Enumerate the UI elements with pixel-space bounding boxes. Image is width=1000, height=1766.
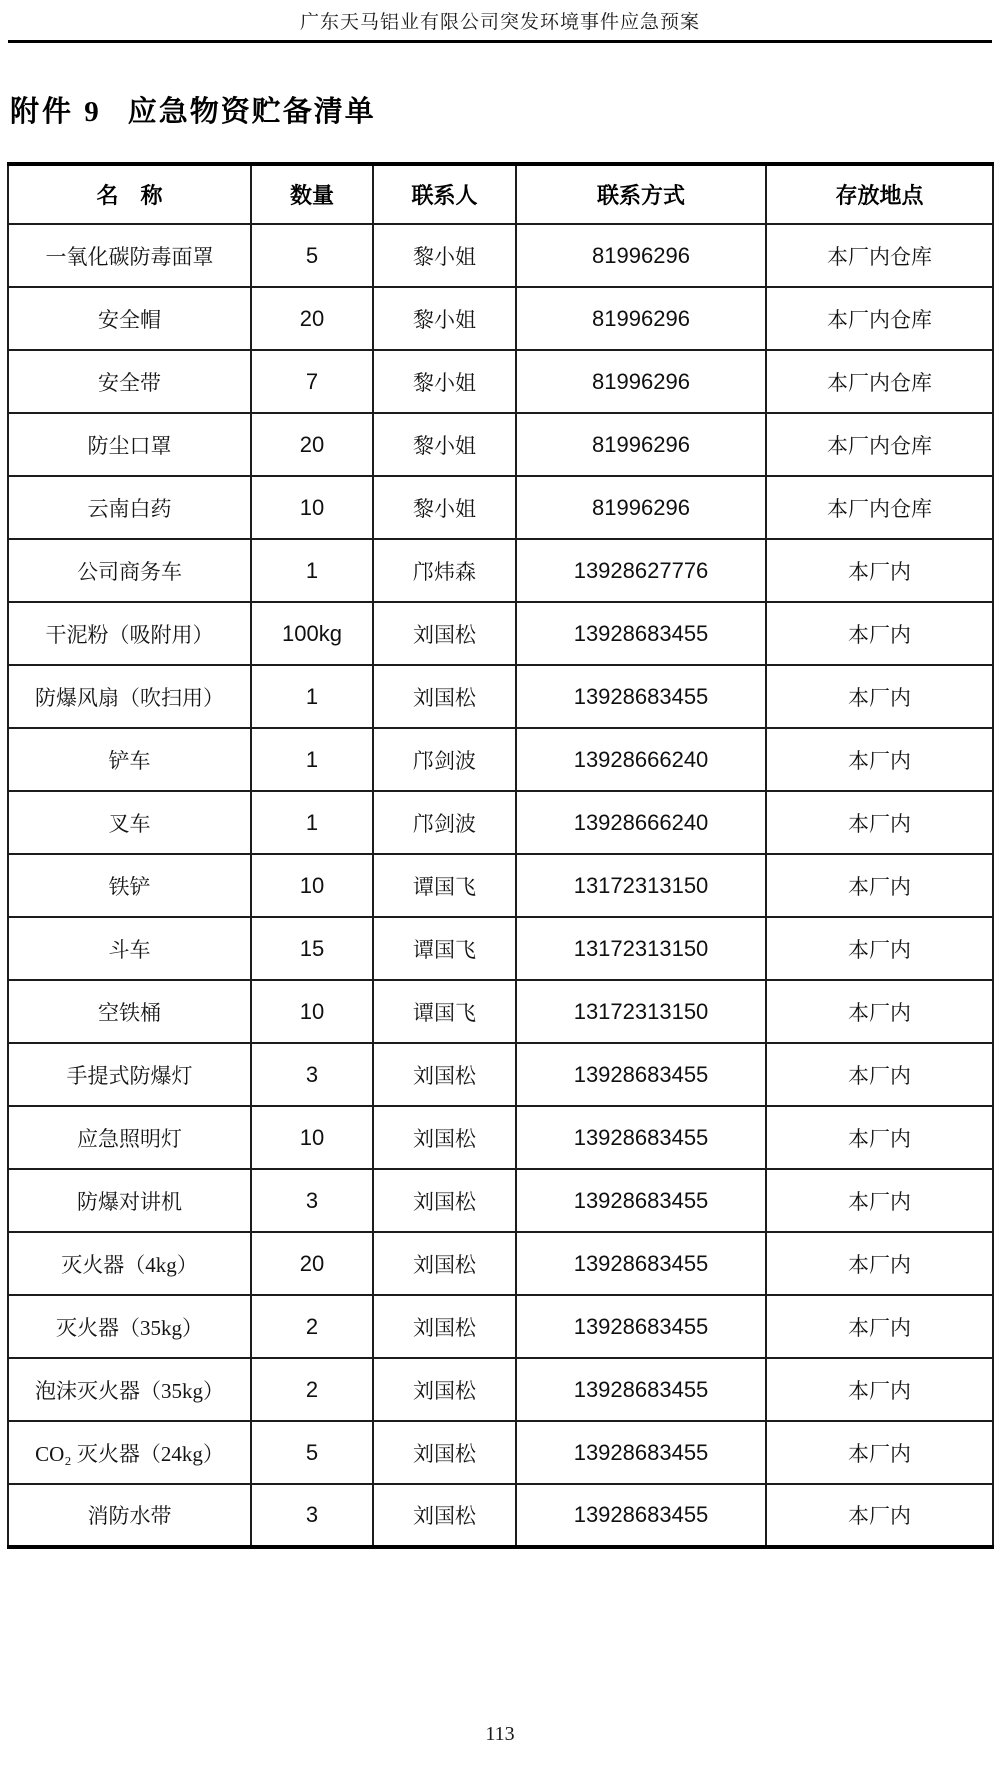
section-title xyxy=(10,89,1000,130)
contact-cell: 谭国飞 xyxy=(373,980,516,1043)
phone-cell: 13928683455 xyxy=(516,1484,766,1547)
col-header-quantity: 数量 xyxy=(251,164,373,224)
table-row xyxy=(8,350,993,413)
location-cell: 本厂内仓库 xyxy=(766,350,993,413)
col-header-location: 存放地点 xyxy=(766,164,993,224)
supplies-table xyxy=(7,162,994,1549)
item-name-cell: 铲车 xyxy=(8,728,251,791)
location-cell: 本厂内 xyxy=(766,665,993,728)
quantity-cell: 10 xyxy=(251,854,373,917)
location-cell: 本厂内 xyxy=(766,980,993,1043)
contact-cell: 刘国松 xyxy=(373,1295,516,1358)
table-row xyxy=(8,602,993,665)
quantity-cell: 15 xyxy=(251,917,373,980)
phone-cell: 81996296 xyxy=(516,350,766,413)
location-cell: 本厂内 xyxy=(766,1106,993,1169)
location-cell: 本厂内 xyxy=(766,1421,993,1484)
quantity-cell: 5 xyxy=(251,1421,373,1484)
quantity-cell: 1 xyxy=(251,791,373,854)
contact-cell: 邝剑波 xyxy=(373,791,516,854)
location-cell: 本厂内仓库 xyxy=(766,224,993,287)
quantity-cell: 20 xyxy=(251,413,373,476)
phone-cell: 13928683455 xyxy=(516,1106,766,1169)
item-name-cell: 消防水带 xyxy=(8,1484,251,1547)
phone-cell: 13928627776 xyxy=(516,539,766,602)
table-row xyxy=(8,917,993,980)
quantity-cell: 10 xyxy=(251,476,373,539)
table-body xyxy=(8,224,993,1547)
table-header-row xyxy=(8,164,993,224)
location-cell: 本厂内 xyxy=(766,1295,993,1358)
table-row xyxy=(8,1484,993,1547)
item-name-cell: 空铁桶 xyxy=(8,980,251,1043)
table-row xyxy=(8,1232,993,1295)
item-name-cell: 应急照明灯 xyxy=(8,1106,251,1169)
phone-cell: 81996296 xyxy=(516,287,766,350)
item-name-cell: 安全帽 xyxy=(8,287,251,350)
item-name-cell: 防爆风扇（吹扫用） xyxy=(8,665,251,728)
item-name-cell: 灭火器（4kg） xyxy=(8,1232,251,1295)
phone-cell: 81996296 xyxy=(516,224,766,287)
phone-cell: 81996296 xyxy=(516,476,766,539)
location-cell: 本厂内 xyxy=(766,1484,993,1547)
phone-cell: 13928683455 xyxy=(516,1421,766,1484)
section-title-text: 应急物资贮备清单 xyxy=(127,96,376,128)
quantity-cell: 20 xyxy=(251,287,373,350)
item-name-cell: 公司商务车 xyxy=(8,539,251,602)
header-rule xyxy=(8,40,992,43)
contact-cell: 黎小姐 xyxy=(373,224,516,287)
table-row xyxy=(8,1421,993,1484)
table-row xyxy=(8,413,993,476)
quantity-cell: 1 xyxy=(251,728,373,791)
item-name-cell: 一氧化碳防毒面罩 xyxy=(8,224,251,287)
quantity-cell: 1 xyxy=(251,539,373,602)
contact-cell: 刘国松 xyxy=(373,665,516,728)
location-cell: 本厂内 xyxy=(766,728,993,791)
contact-cell: 谭国飞 xyxy=(373,917,516,980)
contact-cell: 刘国松 xyxy=(373,1232,516,1295)
contact-cell: 刘国松 xyxy=(373,1421,516,1484)
phone-cell: 13928683455 xyxy=(516,1232,766,1295)
contact-cell: 刘国松 xyxy=(373,1484,516,1547)
quantity-cell: 7 xyxy=(251,350,373,413)
item-name-cell: 斗车 xyxy=(8,917,251,980)
col-header-contact: 联系人 xyxy=(373,164,516,224)
contact-cell: 黎小姐 xyxy=(373,287,516,350)
table-row xyxy=(8,1043,993,1106)
location-cell: 本厂内 xyxy=(766,791,993,854)
location-cell: 本厂内 xyxy=(766,917,993,980)
quantity-cell: 3 xyxy=(251,1169,373,1232)
quantity-cell: 5 xyxy=(251,224,373,287)
location-cell: 本厂内 xyxy=(766,1043,993,1106)
page-number: 113 xyxy=(485,1723,515,1745)
contact-cell: 刘国松 xyxy=(373,602,516,665)
quantity-cell: 20 xyxy=(251,1232,373,1295)
phone-cell: 81996296 xyxy=(516,413,766,476)
location-cell: 本厂内仓库 xyxy=(766,413,993,476)
table-row xyxy=(8,287,993,350)
phone-cell: 13928683455 xyxy=(516,665,766,728)
item-name-cell: 云南白药 xyxy=(8,476,251,539)
col-header-phone: 联系方式 xyxy=(516,164,766,224)
phone-cell: 13172313150 xyxy=(516,917,766,980)
location-cell: 本厂内 xyxy=(766,854,993,917)
table-row xyxy=(8,224,993,287)
quantity-cell: 10 xyxy=(251,1106,373,1169)
location-cell: 本厂内 xyxy=(766,1232,993,1295)
location-cell: 本厂内 xyxy=(766,1358,993,1421)
location-cell: 本厂内 xyxy=(766,602,993,665)
contact-cell: 邝炜森 xyxy=(373,539,516,602)
table-row xyxy=(8,665,993,728)
quantity-cell: 2 xyxy=(251,1295,373,1358)
item-name-cell: CO₂ 灭火器（24kg） xyxy=(8,1421,251,1484)
contact-cell: 邝剑波 xyxy=(373,728,516,791)
location-cell: 本厂内仓库 xyxy=(766,476,993,539)
phone-cell: 13928683455 xyxy=(516,1295,766,1358)
table-row xyxy=(8,1106,993,1169)
table-row xyxy=(8,1358,993,1421)
table-row xyxy=(8,854,993,917)
table-row xyxy=(8,1169,993,1232)
location-cell: 本厂内 xyxy=(766,539,993,602)
quantity-cell: 100kg xyxy=(251,602,373,665)
table-row xyxy=(8,791,993,854)
quantity-cell: 3 xyxy=(251,1484,373,1547)
col-header-name: 名 称 xyxy=(8,164,251,224)
table-row xyxy=(8,476,993,539)
contact-cell: 黎小姐 xyxy=(373,476,516,539)
phone-cell: 13928683455 xyxy=(516,602,766,665)
contact-cell: 刘国松 xyxy=(373,1106,516,1169)
phone-cell: 13928683455 xyxy=(516,1358,766,1421)
quantity-cell: 10 xyxy=(251,980,373,1043)
contact-cell: 谭国飞 xyxy=(373,854,516,917)
contact-cell: 黎小姐 xyxy=(373,350,516,413)
table-row xyxy=(8,539,993,602)
phone-cell: 13172313150 xyxy=(516,854,766,917)
contact-cell: 刘国松 xyxy=(373,1358,516,1421)
item-name-cell: 灭火器（35kg） xyxy=(8,1295,251,1358)
attachment-label: 附件 9 xyxy=(10,96,102,128)
location-cell: 本厂内 xyxy=(766,1169,993,1232)
contact-cell: 刘国松 xyxy=(373,1043,516,1106)
contact-cell: 刘国松 xyxy=(373,1169,516,1232)
item-name-cell: 安全带 xyxy=(8,350,251,413)
item-name-cell: 叉车 xyxy=(8,791,251,854)
phone-cell: 13928666240 xyxy=(516,791,766,854)
quantity-cell: 1 xyxy=(251,665,373,728)
item-name-cell: 手提式防爆灯 xyxy=(8,1043,251,1106)
running-head: 广东天马铝业有限公司突发环境事件应急预案 xyxy=(299,12,700,33)
phone-cell: 13928666240 xyxy=(516,728,766,791)
quantity-cell: 2 xyxy=(251,1358,373,1421)
phone-cell: 13172313150 xyxy=(516,980,766,1043)
phone-cell: 13928683455 xyxy=(516,1169,766,1232)
table-row xyxy=(8,728,993,791)
item-name-cell: 干泥粉（吸附用） xyxy=(8,602,251,665)
location-cell: 本厂内仓库 xyxy=(766,287,993,350)
table-row xyxy=(8,980,993,1043)
item-name-cell: 铁铲 xyxy=(8,854,251,917)
item-name-cell: 防尘口罩 xyxy=(8,413,251,476)
item-name-cell: 防爆对讲机 xyxy=(8,1169,251,1232)
phone-cell: 13928683455 xyxy=(516,1043,766,1106)
contact-cell: 黎小姐 xyxy=(373,413,516,476)
table-row xyxy=(8,1295,993,1358)
item-name-cell: 泡沫灭火器（35kg） xyxy=(8,1358,251,1421)
quantity-cell: 3 xyxy=(251,1043,373,1106)
